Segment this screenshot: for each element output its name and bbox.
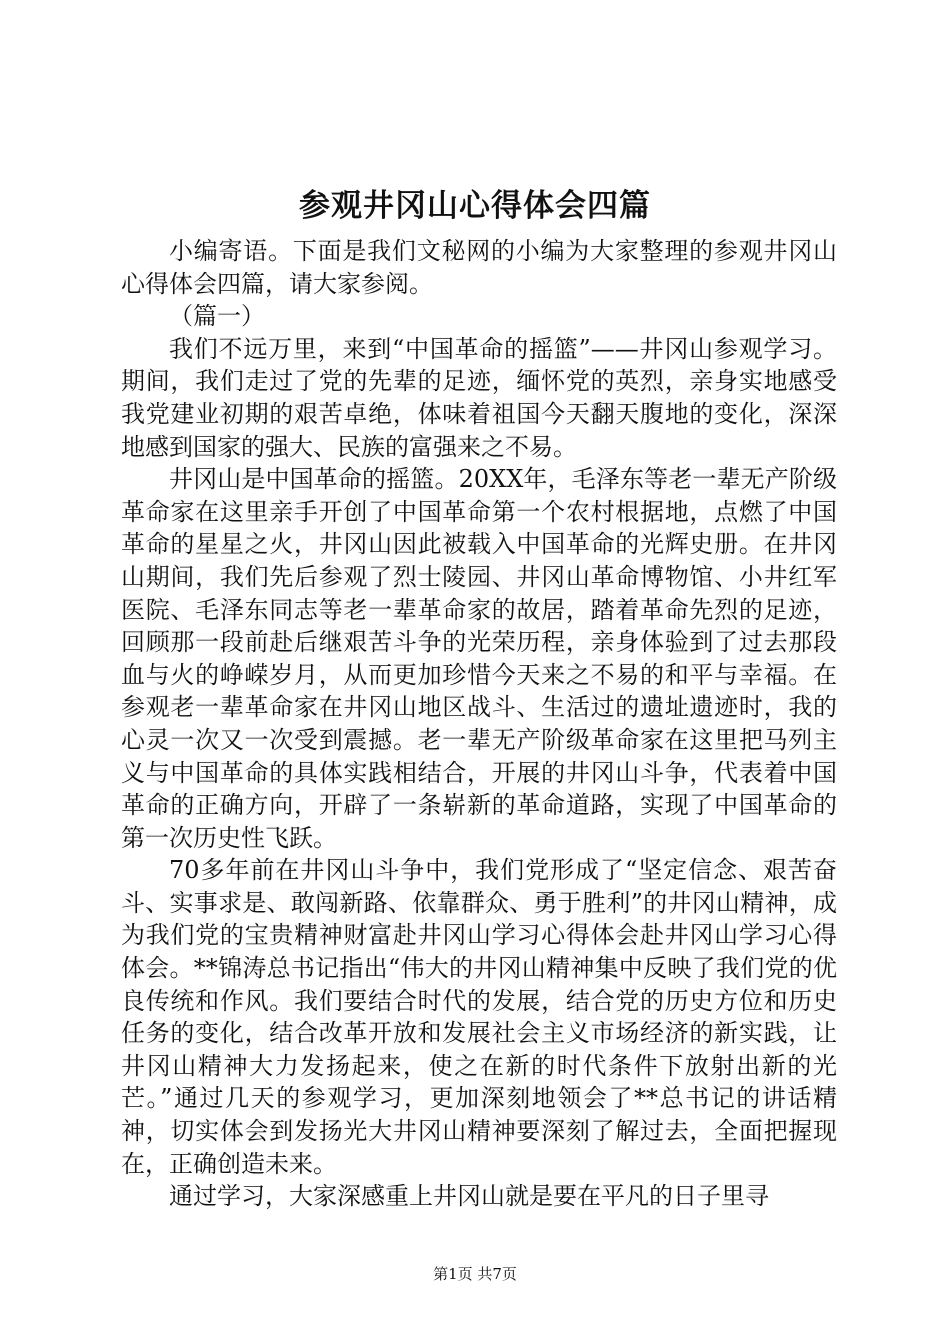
paragraph-intro: 小编寄语。下面是我们文秘网的小编为大家整理的参观井冈山心得体会四篇，请大家参阅。 bbox=[121, 237, 837, 298]
paragraph-section-heading: （篇一） bbox=[169, 302, 265, 331]
document-title: 参观井冈山心得体会四篇 bbox=[299, 188, 651, 224]
paragraph-4: 通过学习，大家深感重上井冈山就是要在平凡的日子里寻 bbox=[169, 1182, 769, 1211]
document-body bbox=[121, 235, 837, 1213]
paragraph-1: 我们不远万里，来到“中国革命的摇篮”——井冈山参观学习。期间，我们走过了党的先辈的足迹，缅怀党的英烈，亲身实地感受我党建业初期的艰苦卓绝，体味着祖国今天翻天腹地的变化，深深地感到国家的强大、民族的富强来之不易。 bbox=[121, 334, 837, 461]
paragraph-2: 井冈山是中国革命的摇篮。20XX年，毛泽东等老一辈无产阶级革命家在这里亲手开创了中国革命第一个农村根据地，点燃了中国革命的星星之火，井冈山因此被载入中国革命的光辉史册。在井冈山期间，我们先后参观了烈士陵园、井冈山革命博物馆、小井红军医院、毛泽东同志等老一辈革命家的故居，踏着革命先烈的足迹，回顾那一段前赴后继艰苦斗争的光荣历程，亲身体验到了过去那段血与火的峥嵘岁月，从而更加珍惜今天来之不易的和平与幸福。在参观老一辈革命家在井冈山地区战斗、生活过的遗址遗迹时，我的心灵一次又一次受到震撼。老一辈无产阶级革命家在这里把马列主义与中国革命的具体实践相结合，开展的井冈山斗争，代表着中国革命的正确方向，开辟了一条崭新的革命道路，实现了中国革命的第一次历史性飞跃。 bbox=[121, 465, 837, 852]
paragraph-3: 70多年前在井冈山斗争中，我们党形成了“坚定信念、艰苦奋斗、实事求是、敢闯新路、依靠群众、勇于胜利”的井冈山精神，成为我们党的宝贵精神财富赴井冈山学习心得体会赴井冈山学习心得体会。**锦涛总书记指出“伟大的井冈山精神集中反映了我们党的优良传统和作风。我们要结合时代的发展，结合党的历史方位和历史任务的变化，结合改革开放和发展社会主义市场经济的新实践，让井冈山精神大力发扬起来，使之在新的时代条件下放射出新的光芒。”通过几天的参观学习，更加深刻地领会了**总书记的讲话精神，切实体会到发扬光大井冈山精神要深刻了解过去，全面把握现在，正确创造未来。 bbox=[121, 856, 837, 1178]
page-number-footer: 第1页 共7页 bbox=[433, 1265, 517, 1283]
